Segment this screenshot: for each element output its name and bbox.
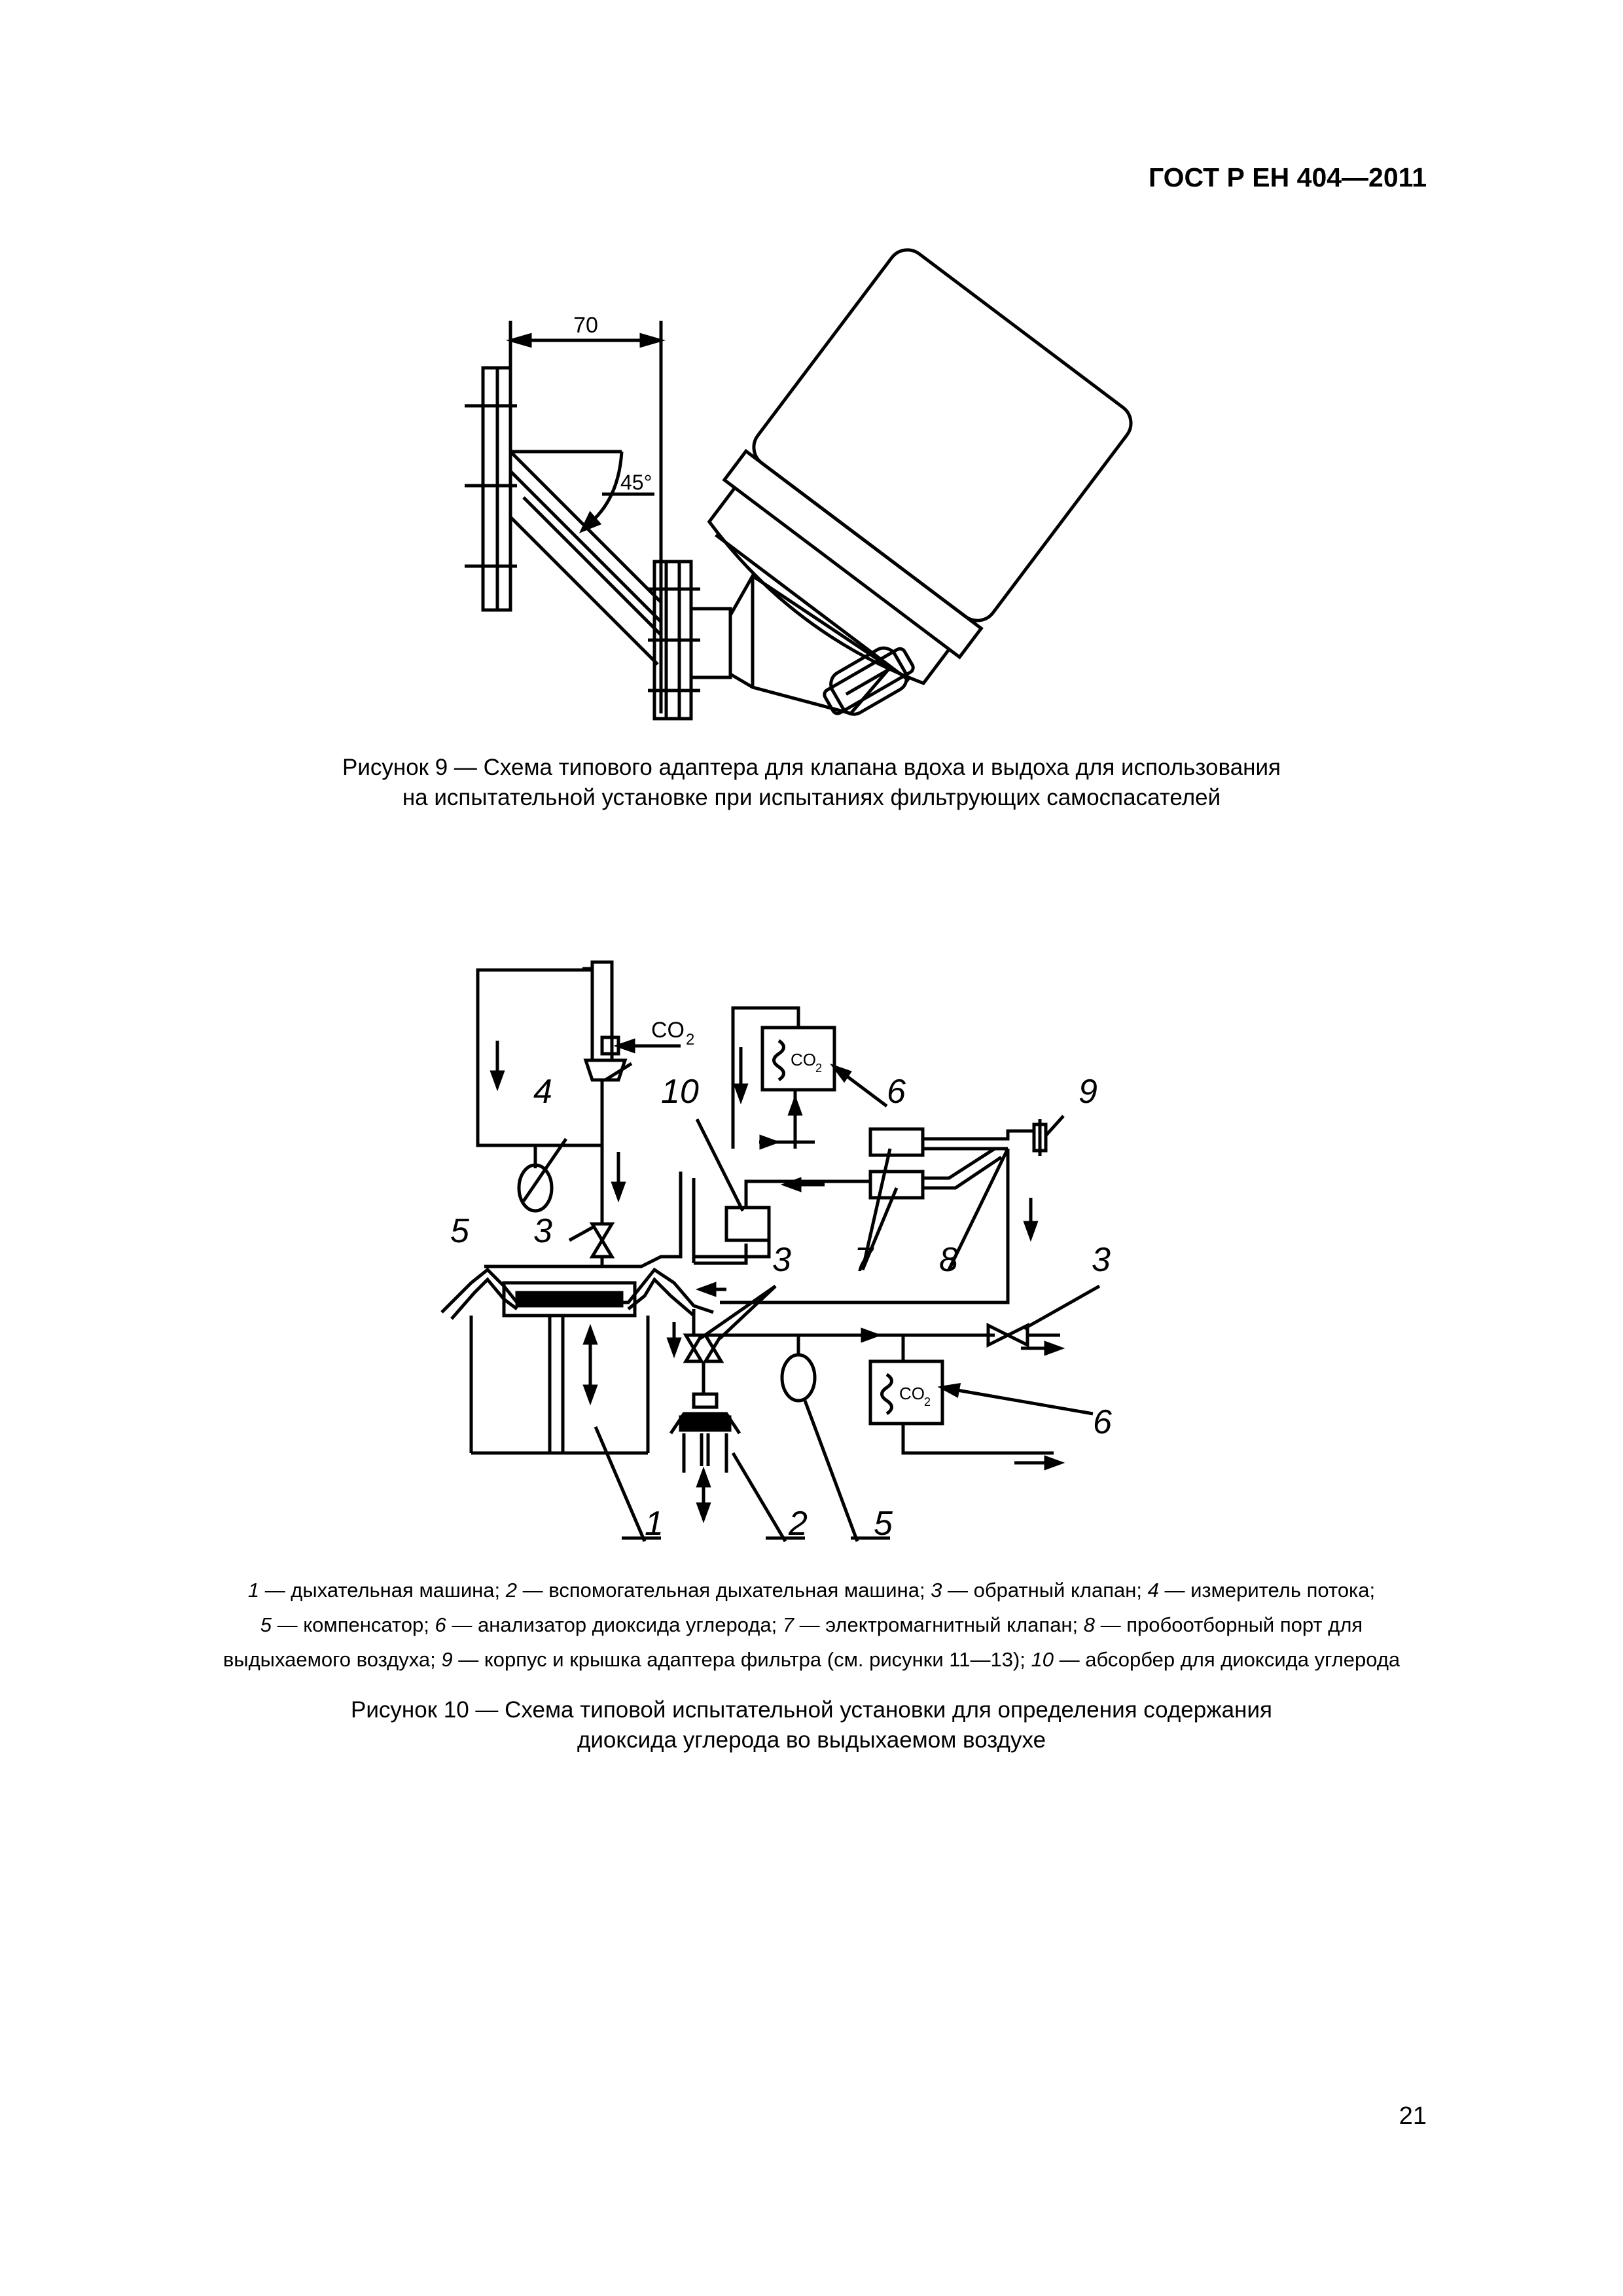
legend-text-1: — дыхательная машина; — [259, 1579, 506, 1602]
legend-num-3: 3 — [931, 1579, 942, 1602]
angle-45: 45° — [620, 471, 652, 494]
legend-num-8: 8 — [1083, 1613, 1096, 1636]
analyzer-bottom-label-subscript: 2 — [924, 1395, 931, 1408]
figure-10-legend — [118, 1573, 1505, 1677]
legend-num-1: 1 — [247, 1579, 260, 1602]
legend-line-2 — [118, 1607, 1505, 1642]
legend-num-10: 10 — [1031, 1648, 1054, 1671]
legend-text-6: — анализатор диоксида углерода; — [446, 1613, 783, 1636]
legend-text-10: — абсорбер для диоксида углерода — [1053, 1648, 1400, 1671]
legend-num-2: 2 — [505, 1579, 518, 1602]
co2-label-subscript: 2 — [686, 1031, 695, 1049]
callout-10: 10 — [661, 1073, 699, 1111]
callout-9: 9 — [1079, 1073, 1097, 1111]
legend-text-8: — пробоотборный порт для — [1095, 1613, 1363, 1636]
legend-text-8-cont: выдыхаемого воздуха; — [223, 1648, 442, 1671]
legend-text-9: — корпус и крышка адаптера фильтра (см. рисунки 11—13); — [452, 1648, 1031, 1671]
legend-text-3: — обратный клапан; — [942, 1579, 1148, 1602]
legend-num-9: 9 — [441, 1648, 453, 1671]
callout-2: 2 — [789, 1505, 808, 1543]
analyzer-top-label: CO — [791, 1050, 816, 1069]
co2-label: CO — [651, 1018, 685, 1043]
callout-7: 7 — [854, 1241, 873, 1279]
callout-6-bottom: 6 — [1093, 1403, 1112, 1441]
figure-10-caption-line2: диоксида углерода во выдыхаемом воздухе — [577, 1727, 1046, 1753]
legend-text-5: — компенсатор; — [272, 1613, 435, 1636]
legend-line-3 — [118, 1642, 1505, 1677]
legend-num-7: 7 — [782, 1613, 794, 1636]
analyzer-top-label-subscript: 2 — [815, 1062, 823, 1075]
legend-text-2: — вспомогательная дыхательная машина; — [517, 1579, 931, 1602]
legend-text-7: — электромагнитный клапан; — [794, 1613, 1084, 1636]
figure-9-caption-line2: на испытательной установке при испытаниях фильтрующих самоспасателей — [402, 785, 1221, 810]
callout-6-top: 6 — [887, 1073, 906, 1111]
analyzer-bottom-label: CO — [899, 1384, 925, 1403]
callout-3-right: 3 — [1092, 1241, 1111, 1279]
figure-9-caption-line1: Рисунок 9 — Схема типового адаптера для клапана вдоха и выдоха для использования — [342, 755, 1281, 780]
callout-8: 8 — [939, 1241, 958, 1279]
legend-text-4: — измеритель потока; — [1158, 1579, 1376, 1602]
callout-5-top: 5 — [450, 1212, 469, 1250]
legend-num-6: 6 — [435, 1613, 446, 1636]
callout-5-bottom: 5 — [874, 1505, 893, 1543]
callout-3-top: 3 — [533, 1212, 552, 1250]
callout-1: 1 — [645, 1505, 664, 1543]
callout-4: 4 — [533, 1073, 552, 1111]
legend-line-1 — [118, 1573, 1505, 1607]
figure-10-caption-line1: Рисунок 10 — Схема типовой испытательной установки для определения содержания — [351, 1697, 1272, 1723]
legend-num-4: 4 — [1147, 1579, 1159, 1602]
document-header: ГОСТ Р ЕН 404—2011 — [1148, 162, 1427, 192]
page-number: 21 — [1399, 2102, 1427, 2130]
callout-3-middle: 3 — [772, 1241, 791, 1279]
dimension-70: 70 — [573, 313, 598, 338]
legend-num-5: 5 — [260, 1613, 272, 1636]
